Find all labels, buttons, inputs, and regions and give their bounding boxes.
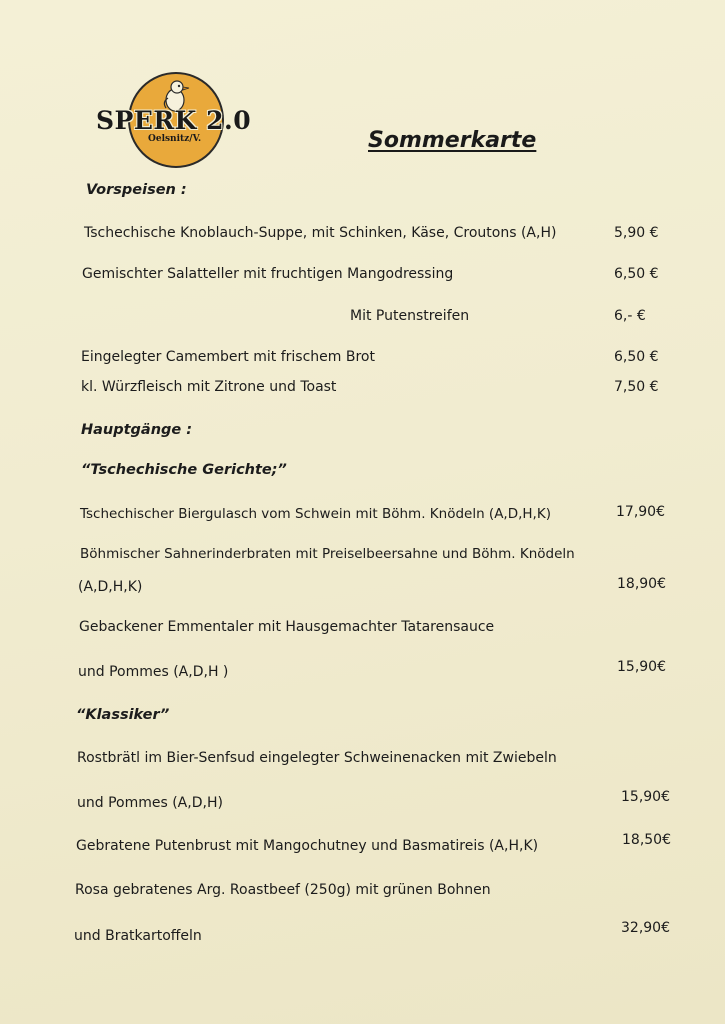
item-price: 18,50€ <box>622 832 671 848</box>
item-price: 6,50 € <box>614 349 659 365</box>
menu-item: Rosa gebratenes Arg. Roastbeef (250g) mit grünen Bohnen <box>75 882 491 898</box>
item-price: 15,90€ <box>617 659 666 675</box>
restaurant-logo <box>96 70 266 166</box>
menu-item-continued: und Bratkartoffeln <box>74 928 202 944</box>
item-price: 18,90€ <box>617 576 666 592</box>
section-heading-hauptgaenge: Hauptgänge : <box>81 422 193 438</box>
menu-item: Gebratene Putenbrust mit Mangochutney und Basmatireis (A,H,K) <box>76 838 539 854</box>
menu-item-option: Mit Putenstreifen <box>350 308 470 324</box>
item-price: 7,50 € <box>614 379 659 395</box>
menu-item: Eingelegter Camembert mit frischem Brot <box>81 349 375 365</box>
menu-item: Gemischter Salatteller mit fruchtigen Mangodressing <box>82 266 454 282</box>
subsection-heading-tschechische: “Tschechische Gerichte;” <box>81 462 287 478</box>
item-price: 32,90€ <box>621 920 670 936</box>
menu-item-continued: und Pommes (A,D,H) <box>77 795 223 811</box>
page-title: Sommerkarte <box>368 128 537 153</box>
section-heading-vorspeisen: Vorspeisen : <box>86 182 187 198</box>
item-price: 17,90€ <box>616 504 665 520</box>
item-price: 15,90€ <box>621 789 670 805</box>
item-price: 5,90 € <box>614 225 659 241</box>
menu-item: Gebackener Emmentaler mit Hausgemachter Tatarensauce <box>79 619 495 635</box>
menu-item-allergens: (A,D,H,K) <box>78 579 143 595</box>
logo-place: Oelsnitz/V. <box>148 134 202 144</box>
subsection-heading-klassiker: “Klassiker” <box>76 707 170 723</box>
menu-item: Tschechische Knoblauch-Suppe, mit Schinken, Käse, Croutons (A,H) <box>84 225 557 241</box>
item-price: 6,50 € <box>614 266 659 282</box>
menu-item: kl. Würzfleisch mit Zitrone und Toast <box>81 379 337 395</box>
menu-item-continued: und Pommes (A,D,H ) <box>78 664 229 680</box>
menu-item: Rostbrätl im Bier-Senfsud eingelegter Schweinenacken mit Zwiebeln <box>77 750 557 766</box>
item-price: 6,- € <box>614 308 646 324</box>
menu-item: Tschechischer Biergulasch vom Schwein mit Böhm. Knödeln (A,D,H,K) <box>80 506 551 522</box>
logo-name: SPERK 2.0 <box>96 106 252 135</box>
menu-item: Böhmischer Sahnerinderbraten mit Preiselbeersahne und Böhm. Knödeln <box>80 546 575 562</box>
